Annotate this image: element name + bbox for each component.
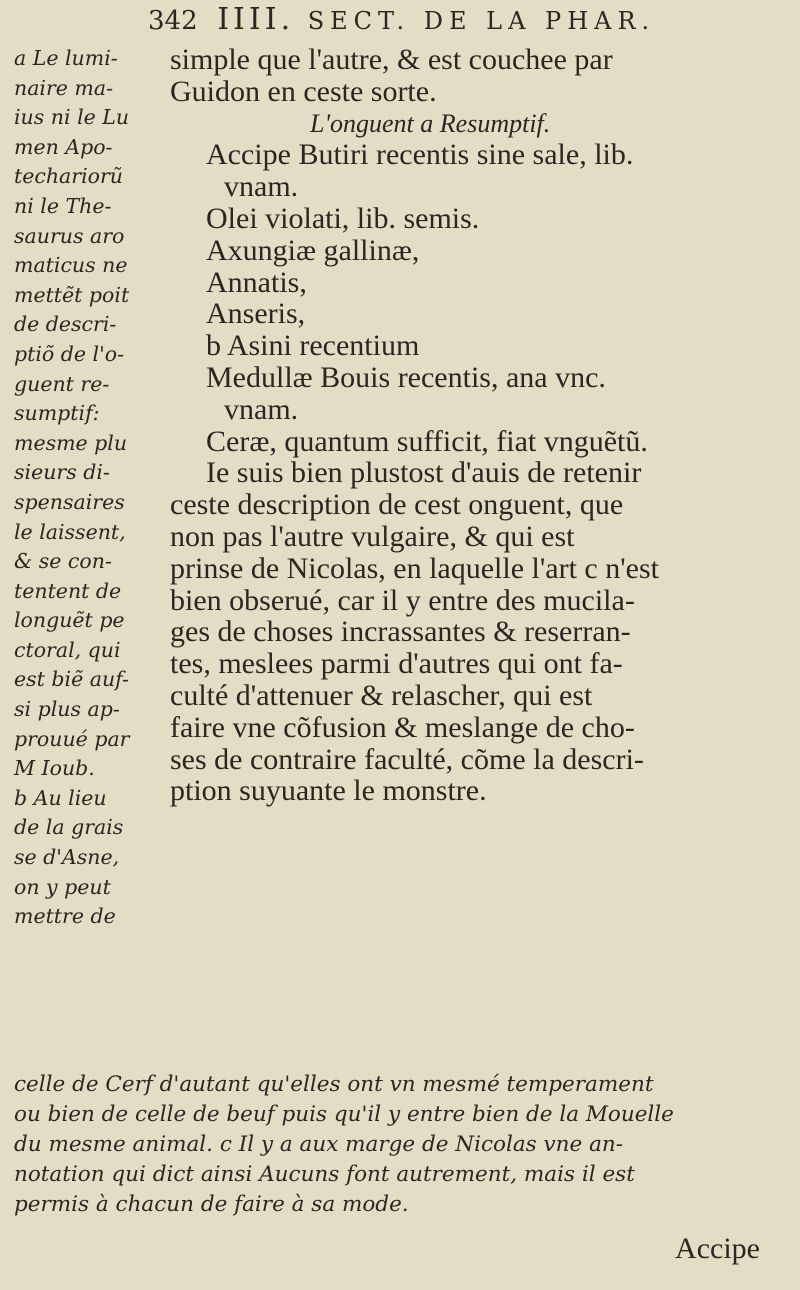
main-text [170,44,785,807]
footnotes [14,1070,784,1220]
text-line: Olei violati, lib. semis. [206,201,480,235]
margin-note-line: on y peut [14,874,111,899]
text-line: vnam. [224,170,299,204]
margin-note-line: est biẽ auf- [14,667,129,692]
margin-note-line: spensaires [14,489,125,514]
text-line: simple que l'autre, & est couchee par [170,43,613,76]
page-number: 342 [148,6,198,36]
footnote-line: notation qui dict ainsi Aucuns font autrement, mais il est [14,1162,635,1187]
text-line: Guidon en ceste sorte. [170,74,437,108]
margin-note-line: longuẽt pe [14,608,125,633]
text-line: prinse de Nicolas, en laquelle l'art c n'est [170,551,659,585]
margin-note-line: maticus ne [14,253,128,278]
footnote-line: du mesme animal. c Il y a aux marge de Nicolas vne an- [14,1132,624,1157]
text-line: faire vne cõfusion & meslange de cho- [170,710,635,744]
book-number: IIII. [217,2,295,37]
text-line: ges de choses incrassantes & reserran- [170,615,631,649]
margin-note-line: guent re- [14,371,110,396]
text-line: ses de contraire faculté, cõme la descri- [170,742,644,776]
text-line: Medullæ Bouis recentis, ana vnc. [206,360,606,394]
text-line: ption suyuante le monstre. [170,774,487,808]
text-line: ceste description de cest onguent, que [170,488,624,522]
margin-note-line: tentent de [14,578,122,603]
text-line: vnam. [224,392,299,426]
text-line: Annatis, [206,265,307,299]
margin-note-line: de la grais [14,815,124,840]
margin-note-line: sieurs di- [14,460,110,485]
text-line: non pas l'autre vulgaire, & qui est [170,519,575,553]
running-header [148,2,788,38]
margin-note-line: mettẽt poit [14,282,130,307]
footnote-line: permis à chacun de faire à sa mode. [14,1192,409,1217]
margin-note-line: de descri- [14,312,117,337]
text-line: culté d'attenuer & relascher, qui est [170,678,593,712]
margin-note-line: & se con- [14,549,112,574]
margin-note-line: mesme plu [14,430,128,455]
margin-notes [14,44,174,932]
footnote-line: ou bien de celle de beuf puis qu'il y entre bien de la Mouelle [14,1102,674,1127]
margin-note-line: mettre de [14,904,116,929]
margin-note-line: b Au lieu [14,785,107,810]
section-title: SECT. DE LA PHAR. [307,7,656,35]
margin-note-line: si plus ap- [14,697,120,722]
text-line: bien obserué, car il y entre des mucila- [170,583,635,617]
recipe-title: L'onguent a Resumptif. [310,108,551,138]
catchword: Accipe [675,1232,760,1265]
text-line: tes, meslees parmi d'autres qui ont fa- [170,647,623,681]
margin-note-line: M Ioub. [14,756,95,781]
text-line: Ceræ, quantum sufficit, fiat vnguẽtũ. [206,424,648,458]
margin-note-line: techariorũ [14,164,123,189]
margin-note-line: prouué par [14,726,130,751]
margin-note-line: saurus aro [14,223,125,248]
text-line: b Asini recentium [206,329,420,363]
margin-note-line: ni le The- [14,193,112,218]
margin-note-line: ctoral, qui [14,637,121,662]
margin-note-line: ptiõ de l'o- [14,341,125,366]
footnote-line: celle de Cerf d'autant qu'elles ont vn mesmé temperament [14,1072,654,1097]
text-line: Anseris, [206,297,306,331]
text-line: Ie suis bien plustost d'auis de retenir [206,456,642,490]
margin-note-line: se d'Asne, [14,845,120,870]
margin-note-line: a Le lumi- [14,46,118,70]
margin-note-line: sumptif: [14,401,100,426]
margin-note-line: men Apo- [14,134,113,159]
margin-note-line: naire ma- [14,75,114,100]
text-line: Axungiæ gallinæ, [206,233,420,267]
margin-note-line: ius ni le Lu [14,105,130,130]
text-line: Accipe Butiri recentis sine sale, lib. [206,138,634,172]
margin-note-line: le laissent, [14,519,126,544]
